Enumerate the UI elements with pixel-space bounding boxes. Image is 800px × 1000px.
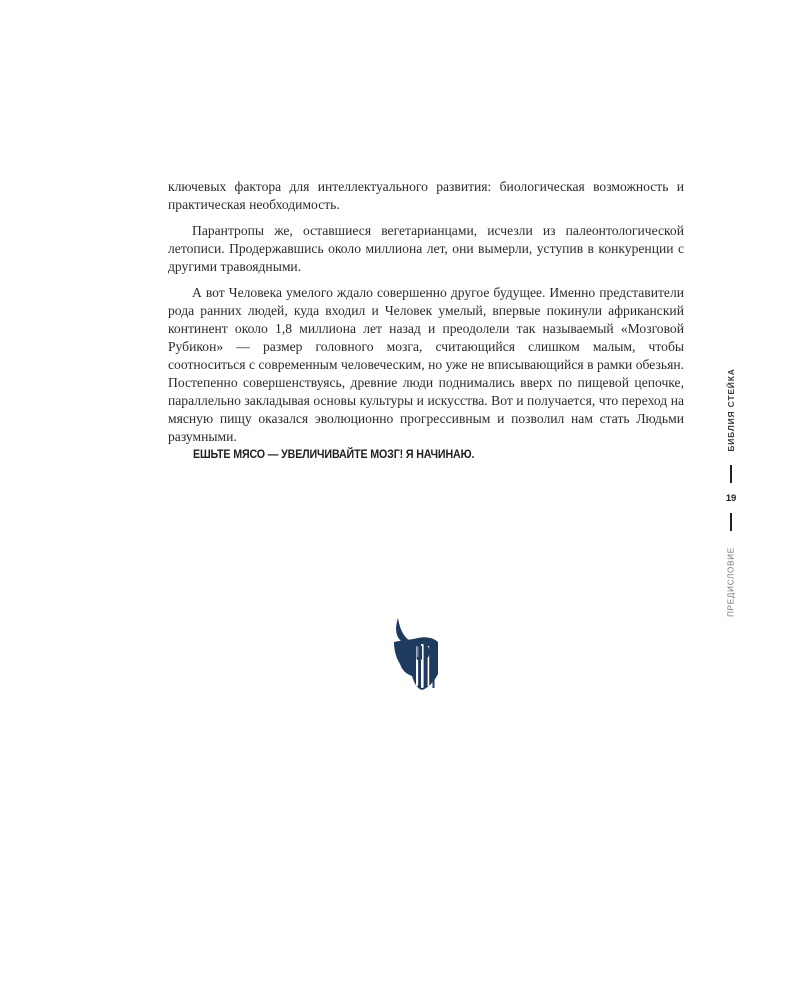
- body-text: [168, 178, 684, 454]
- page-number: 19: [725, 493, 737, 504]
- book-title: БИБЛИЯ СТЕЙКА: [726, 368, 736, 452]
- chapter-title: ПРЕДИСЛОВИЕ: [726, 547, 736, 617]
- section-headline: ЕШЬТЕ МЯСО — УВЕЛИЧИВАЙТЕ МОЗГ! Я НАЧИНАЮ.: [193, 447, 475, 461]
- paragraph-1: ключевых фактора для интеллектуального развития: биологическая возможность и практическая необходимость.: [168, 179, 684, 212]
- divider-line: [730, 513, 732, 531]
- bull-head-cutlery-icon: [388, 616, 464, 692]
- page-sidebar: [719, 360, 743, 630]
- paragraph-3: А вот Человека умелого ждало совершенно другое будущее. Именно представители рода ранних людей, куда входил и Человек умелый, впервые покинули африканский континент около 1,8 миллиона лет назад и преодолели так называемый «Мозговой Рубикон» — размер головного мозга, считающийся слишком малым, чтобы соотноситься с современным человеческим, но уже не вписывающийся в рамки обезьян. Постепенно совершенствуясь, древние люди поднимались вверх по пищевой цепочке, параллельно закладывая основы культуры и искусства. Вот и получается, что переход на мясную пищу оказался эволюционно прогрессивным и позволил нам стать Людьми разумными.: [168, 285, 684, 444]
- divider-line: [730, 465, 732, 483]
- paragraph-2: Парантропы же, оставшиеся вегетарианцами, исчезли из палеонтологической летописи. Продержавшись около миллиона лет, они вымерли, уступив в конкуренции с другими травоядными.: [168, 223, 684, 274]
